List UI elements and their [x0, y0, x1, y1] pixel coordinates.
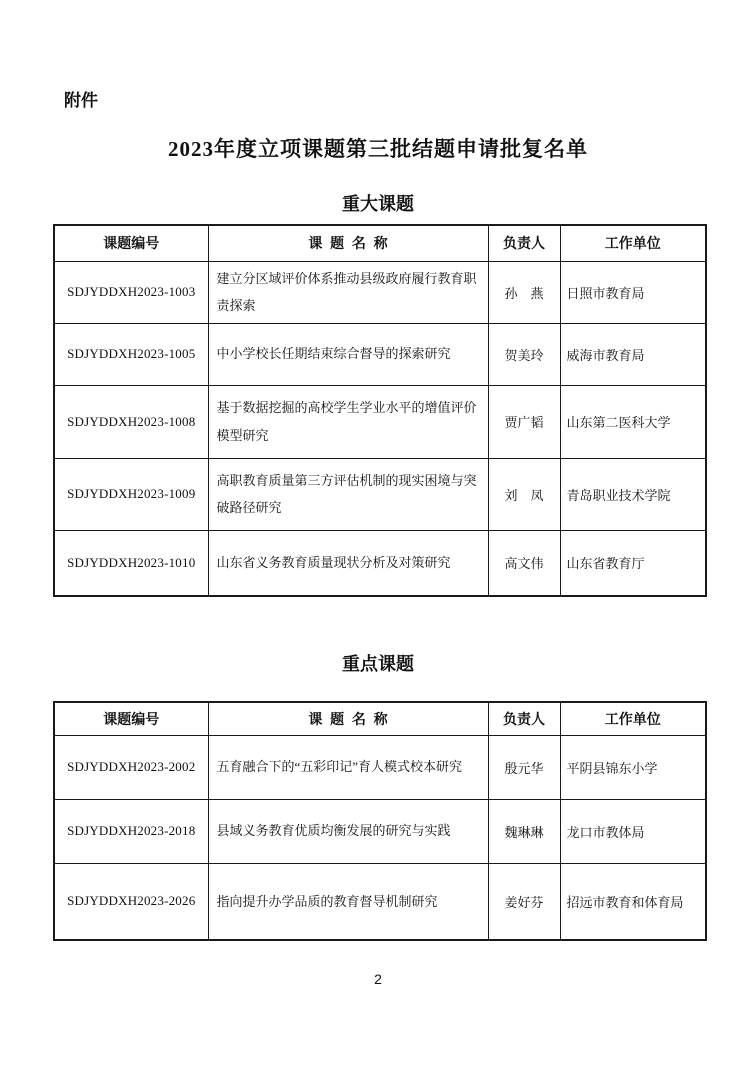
topic-unit: 平阴县锦东小学	[560, 735, 706, 799]
section-title-key-topics: 重点课题	[342, 654, 414, 674]
topic-title: 高职教育质量第三方评估机制的现实困境与突破路径研究	[208, 458, 488, 530]
column-header-leader: 负责人	[488, 225, 560, 261]
table-row	[54, 261, 706, 323]
table-header-row	[54, 225, 706, 261]
attachment-label: 附件	[64, 91, 98, 110]
column-header-unit: 工作单位	[560, 702, 706, 735]
table-row	[54, 863, 706, 940]
topic-title: 中小学校长任期结束综合督导的探索研究	[208, 323, 488, 385]
page-title: 2023年度立项课题第三批结题申请批复名单	[168, 137, 588, 161]
table-row	[54, 799, 706, 863]
topic-leader: 魏琳琳	[488, 799, 560, 863]
topic-title: 指向提升办学品质的教育督导机制研究	[208, 863, 488, 940]
column-header-leader: 负责人	[488, 702, 560, 735]
topic-code: SDJYDDXH2023-2002	[54, 735, 208, 799]
table-row	[54, 735, 706, 799]
table-row	[54, 530, 706, 596]
column-header-code: 课题编号	[54, 225, 208, 261]
topic-leader: 殷元华	[488, 735, 560, 799]
topic-unit: 青岛职业技术学院	[560, 458, 706, 530]
topic-unit: 威海市教育局	[560, 323, 706, 385]
topic-code: SDJYDDXH2023-2026	[54, 863, 208, 940]
topic-unit: 龙口市教体局	[560, 799, 706, 863]
topic-title: 山东省义务教育质量现状分析及对策研究	[208, 530, 488, 596]
topic-unit: 招远市教育和体育局	[560, 863, 706, 940]
column-header-title: 课 题 名 称	[208, 225, 488, 261]
topic-code: SDJYDDXH2023-1010	[54, 530, 208, 596]
topic-leader: 刘 凤	[488, 458, 560, 530]
major-topics-table	[53, 224, 707, 597]
topic-code: SDJYDDXH2023-2018	[54, 799, 208, 863]
page-number: 2	[374, 971, 382, 987]
topic-code: SDJYDDXH2023-1003	[54, 261, 208, 323]
topic-title: 建立分区域评价体系推动县级政府履行教育职责探索	[208, 261, 488, 323]
topic-unit: 山东第二医科大学	[560, 385, 706, 458]
topic-title: 五育融合下的“五彩印记”育人模式校本研究	[208, 735, 488, 799]
table-row	[54, 458, 706, 530]
table-header-row	[54, 702, 706, 735]
topic-leader: 贺美玲	[488, 323, 560, 385]
topic-title: 县域义务教育优质均衡发展的研究与实践	[208, 799, 488, 863]
column-header-code: 课题编号	[54, 702, 208, 735]
key-topics-table	[53, 701, 707, 941]
column-header-unit: 工作单位	[560, 225, 706, 261]
topic-leader: 姜好芬	[488, 863, 560, 940]
topic-code: SDJYDDXH2023-1005	[54, 323, 208, 385]
topic-unit: 日照市教育局	[560, 261, 706, 323]
table-row	[54, 385, 706, 458]
topic-leader: 孙 燕	[488, 261, 560, 323]
topic-unit: 山东省教育厅	[560, 530, 706, 596]
table-row	[54, 323, 706, 385]
topic-code: SDJYDDXH2023-1008	[54, 385, 208, 458]
topic-code: SDJYDDXH2023-1009	[54, 458, 208, 530]
topic-leader: 贾广韬	[488, 385, 560, 458]
section-title-major-topics: 重大课题	[342, 194, 414, 214]
topic-title: 基于数据挖掘的高校学生学业水平的增值评价模型研究	[208, 385, 488, 458]
column-header-title: 课 题 名 称	[208, 702, 488, 735]
topic-leader: 高文伟	[488, 530, 560, 596]
